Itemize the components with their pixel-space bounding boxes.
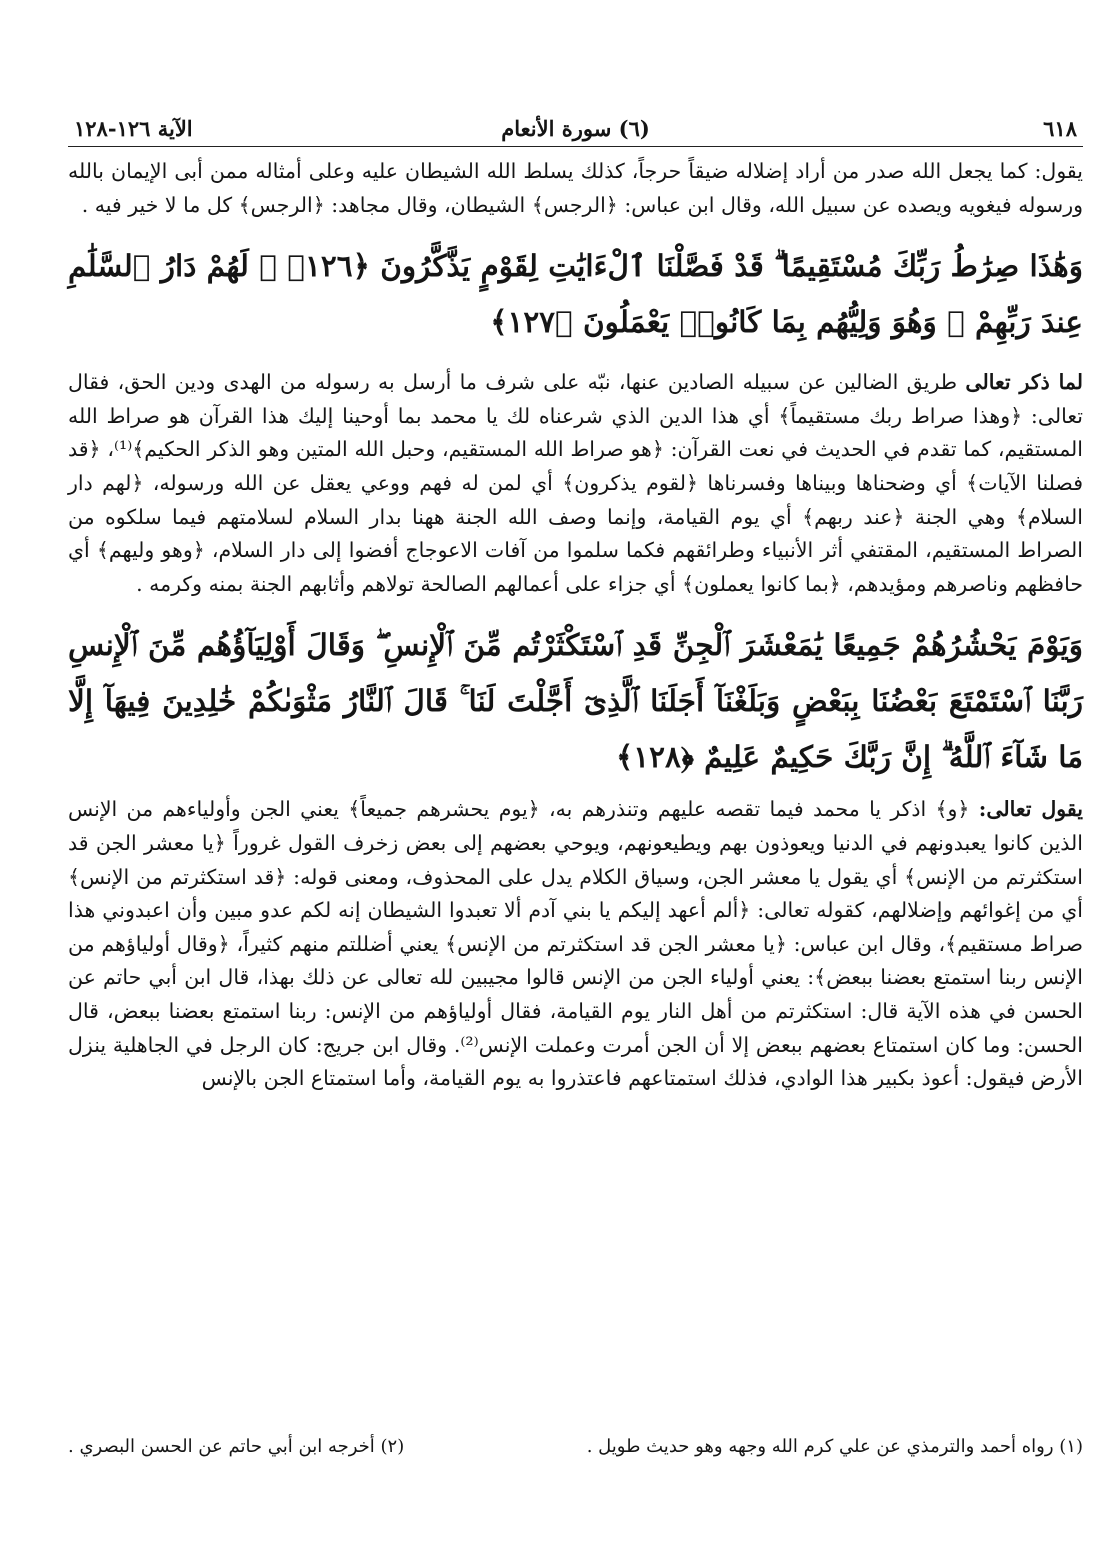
footnotes <box>68 1432 1083 1462</box>
commentary-paragraph-1: يقول: كما يجعل الله صدر من أراد إضلاله ضيقاً حرجاً، كذلك يسلط الله الشيطان عليه وعلى أمثاله ممن أبى الإيمان بالله ورسوله فيغويه ويصده عن سبيل الله، وقال ابن عباس: ﴿الرجس﴾ الشيطان، وقال مجاهد: ﴿الرجس﴾ كل ما لا خير فيه . <box>68 159 1083 217</box>
paragraph-text: ﴿و﴾ اذكر يا محمد فيما تقصه عليهم وتنذرهم به، ﴿يوم يحشرهم جميعاً﴾ يعني الجن وأولياءهم من الإنس الذين كانوا يعبدونهم في الدنيا ويعوذون بهم ويطيعونهم، ويوحي بعضهم إلى بعض زخرف القول غروراً ﴿يا معشر الجن قد استكثرتم من الإنس﴾ أي يقول يا معشر الجن، وسياق الكلام يدل على المحذوف، ومعنى قوله: ﴿قد استكثرتم من الإنس﴾ أي من إغوائهم وإضلالهم، كقوله تعالى: ﴿ألم أعهد إليكم يا بني آدم ألا تعبدوا الشيطان إنه لكم عدو مبين وأن اعبدوني هذا صراط مستقيم﴾، وقال ابن عباس: ﴿يا معشر الجن قد استكثرتم من الإنس﴾ يعني أضللتم منهم كثيراً، ﴿وقال أولياؤهم من الإنس ربنا استمتع بعضنا ببعض﴾: يعني أولياء الجن من الإنس قالوا مجيبين لله تعالى عن ذلك بهذا، قال ابن أبي حاتم عن الحسن في هذه الآية قال: استكثرتم من أهل النار يوم القيامة، فقال أولياؤهم من الإنس: ربنا استمتع بعضنا ببعض، قال الحسن: وما كان استمتاع بعضهم ببعض إلا أن الجن أمرت وعملت الإنس⁽²⁾. وقال ابن جريج: كان الرجل في الجاهلية ينزل الأرض فيقول: أعوذ بكبير هذا الوادي، فذلك استمتاعهم فاعتذروا به يوم القيامة، وأما استمتاع الجن بالإنس <box>68 797 1083 1091</box>
ayah-range: الآية ١٢٦-١٢٨ <box>74 116 193 141</box>
footnote-2: (٢) أخرجه ابن أبي حاتم عن الحسن البصري . <box>68 1436 405 1457</box>
paragraph-text: طريق الضالين عن سبيله الصادين عنها، نبّه على شرف ما أرسل به رسوله من الهدى ودين الحق، فقال تعالى: ﴿وهذا صراط ربك مستقيماً﴾ أي هذا الدين الذي شرعناه لك يا محمد بما أوحينا إليك هذا القرآن هو صراط الله المستقيم، كما تقدم في الحديث في نعت القرآن: ﴿هو صراط الله المستقيم، وحبل الله المتين وهو الذكر الحكيم﴾⁽¹⁾، ﴿قد فصلنا الآيات﴾ أي وضحناها وبيناها وفسرناها ﴿لقوم يذكرون﴾ أي لمن له فهم ووعي يعقل عن الله ورسوله، ﴿لهم دار السلام﴾ وهي الجنة ﴿عند ربهم﴾ أي يوم القيامة، وإنما وصف الله الجنة ههنا بدار السلام لسلامتهم فيما سلكوه من الصراط المستقيم، المقتفي أثر الأنبياء وطرائقهم فكما سلموا من آفات الاعوجاج أفضوا إلى دار السلام، ﴿وهو وليهم﴾ أي حافظهم وناصرهم ومؤيدهم، ﴿بما كانوا يعملون﴾ أي جزاء على أعمالهم الصالحة تولاهم وأثابهم الجنة بمنه وكرمه . <box>68 370 1083 596</box>
quran-verses-126-127: وَهَٰذَا صِرَٰطُ رَبِّكَ مُسْتَقِيمًا ۗ قَدْ فَصَّلْنَا ٱلْءَايَٰتِ لِقَوْمٍ يَذَّكَّرُونَ ﴿١٢٦﴾ ۞ لَهُمْ دَارُ ٱلسَّلَٰمِ عِندَ رَبِّهِمْ ۖ وَهُوَ وَلِيُّهُم بِمَا كَانُوا۟ يَعْمَلُونَ ﴿١٢٧﴾ <box>68 248 1083 340</box>
page-number: ٦١٨ <box>1043 116 1077 141</box>
footnote-1: (١) رواه أحمد والترمذي عن علي كرم الله وجهه وهو حديث طويل . <box>586 1436 1083 1457</box>
commentary-paragraph-2 <box>68 366 1083 601</box>
running-header <box>68 112 1083 147</box>
quran-verse-128: وَيَوْمَ يَحْشُرُهُمْ جَمِيعًا يَٰمَعْشَرَ ٱلْجِنِّ قَدِ ٱسْتَكْثَرْتُم مِّنَ ٱلْإِنسِ ۖ وَقَالَ أَوْلِيَآؤُهُم مِّنَ ٱلْإِنسِ رَبَّنَا ٱسْتَمْتَعَ بَعْضُنَا بِبَعْضٍ وَبَلَغْنَآ أَجَلَنَا ٱلَّذِىٓ أَجَّلْتَ لَنَا ۚ قَالَ ٱلنَّارُ مَثْوَىٰكُمْ خَٰلِدِينَ فِيهَآ إِلَّا مَا شَآءَ ٱللَّهُ ۗ إِنَّ رَبَّكَ حَكِيمٌ عَلِيمٌ ﴿١٢٨﴾ <box>68 627 1083 775</box>
surah-title: (٦) سورة الأنعام <box>501 116 650 141</box>
page <box>68 112 1083 1096</box>
paragraph-lead: لما ذكر تعالى <box>965 370 1083 395</box>
paragraph-lead: يقول تعالى: <box>978 797 1083 822</box>
commentary-paragraph-3 <box>68 793 1083 1095</box>
